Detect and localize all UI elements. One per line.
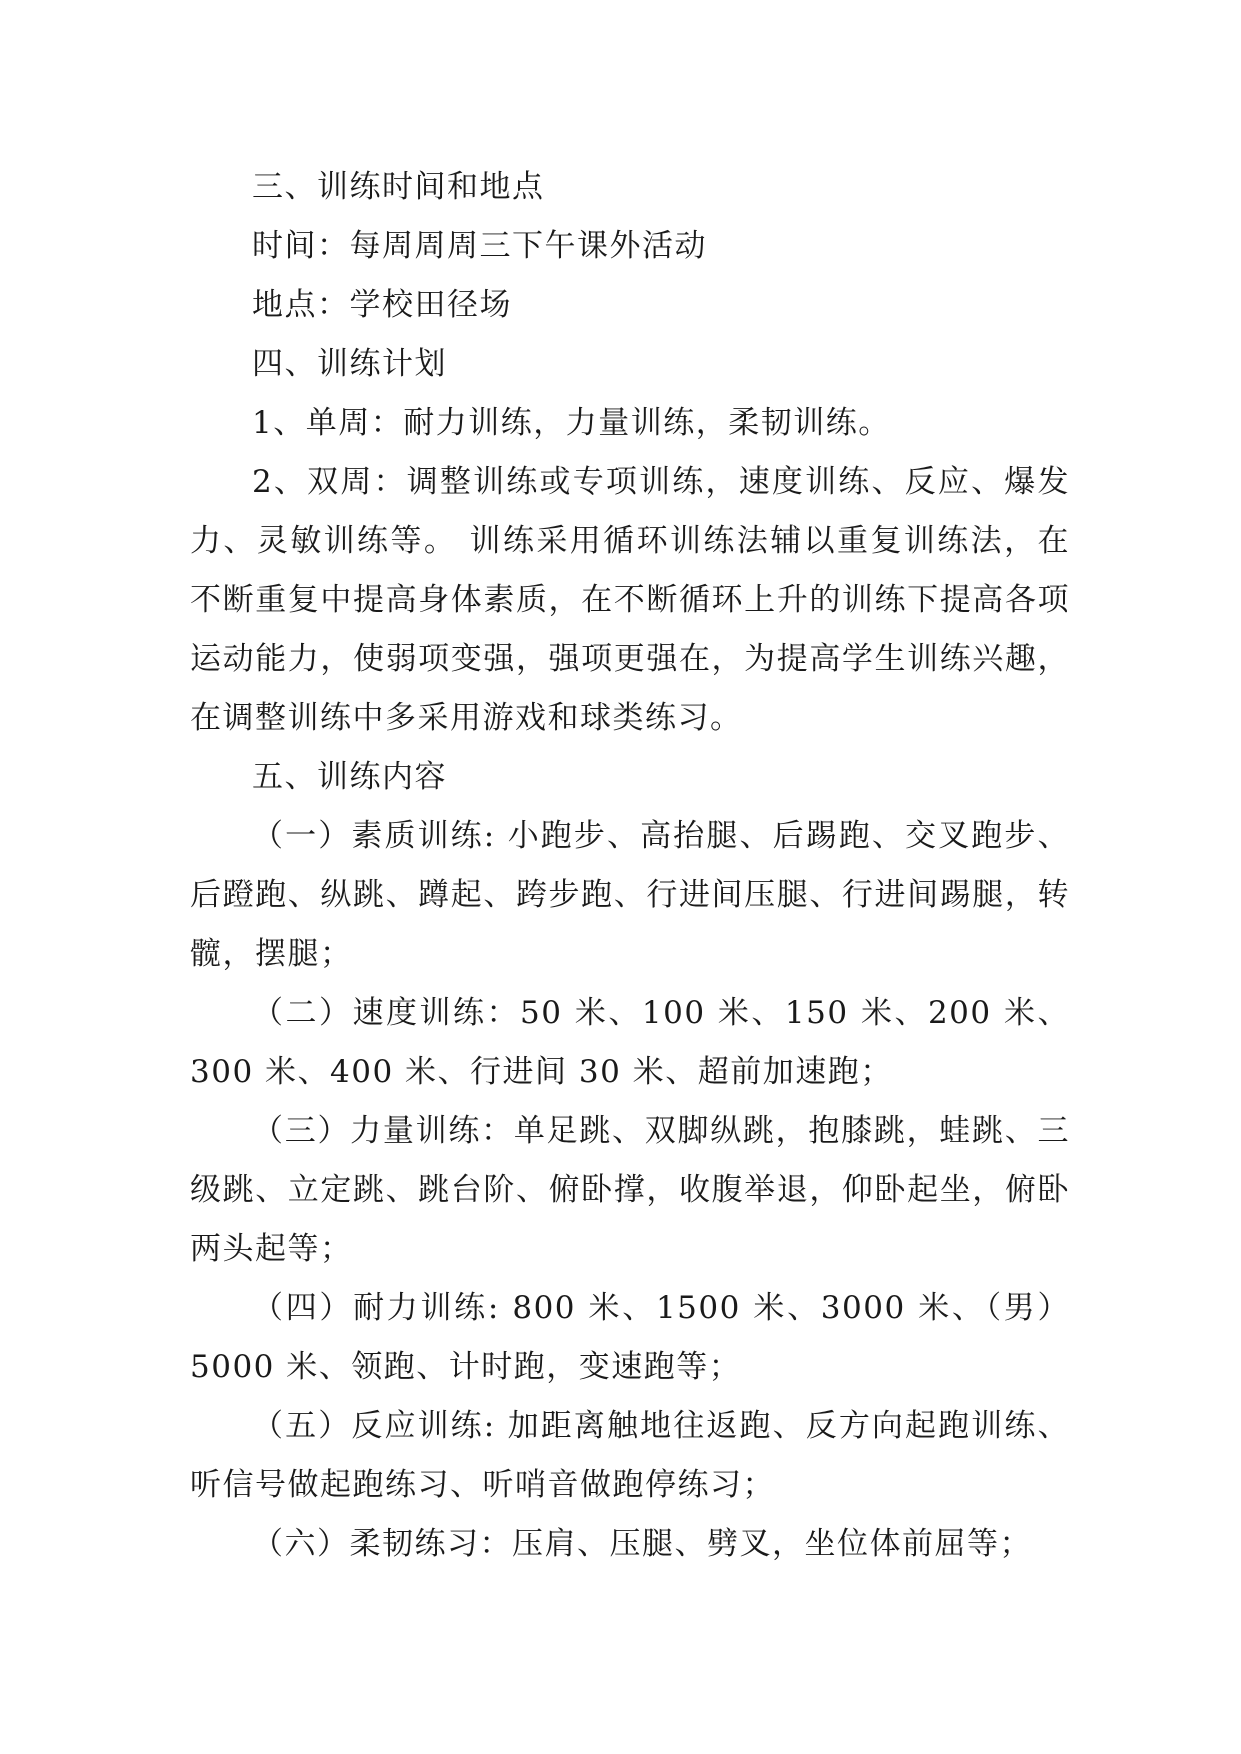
paragraph-flexibility-training: （六）柔韧练习：压肩、压腿、劈叉，坐位体前屈等；: [252, 1526, 1032, 1562]
paragraph-time: 时间：每周周周三下午课外活动: [252, 228, 707, 264]
section-heading-training-time-place: 三、训练时间和地点: [252, 169, 545, 205]
paragraph-single-week: 1、单周：耐力训练，力量训练，柔韧训练。: [252, 405, 891, 441]
paragraph-speed-training: （二）速度训练：50 米、100 米、150 米、200 米、300 米、400 米、行进间 30 米、超前加速跑；: [190, 995, 1070, 1090]
paragraph-strength-training: （三）力量训练：单足跳、双脚纵跳，抱膝跳，蛙跳、三级跳、立定跳、跳台阶、俯卧撑，收腹举退，仰卧起坐，俯卧两头起等；: [190, 1113, 1070, 1267]
document-body: [190, 158, 1070, 1574]
paragraph-quality-training: （一）素质训练: 小跑步、高抬腿、后踢跑、交叉跑步、后蹬跑、纵跳、蹲起、跨步跑、行进间压腿、行进间踢腿，转髋，摆腿；: [190, 818, 1070, 972]
paragraph-location: 地点：学校田径场: [252, 287, 512, 323]
section-heading-training-content: 五、训练内容: [252, 759, 447, 795]
paragraph-double-week: 2、双周：调整训练或专项训练，速度训练、反应、爆发力、灵敏训练等。 训练采用循环训练法辅以重复训练法，在不断重复中提高身体素质，在不断循环上升的训练下提高各项运动能力，使弱项变强，强项更强在，为提高学生训练兴趣，在调整训练中多采用游戏和球类练习。: [190, 464, 1070, 736]
paragraph-endurance-training: （四）耐力训练: 800 米、1500 米、3000 米、（男）5000 米、领跑、计时跑，变速跑等；: [190, 1290, 1070, 1385]
paragraph-reaction-training: （五）反应训练: 加距离触地往返跑、反方向起跑训练、听信号做起跑练习、听哨音做跑停练习；: [190, 1408, 1070, 1503]
section-heading-training-plan: 四、训练计划: [252, 346, 447, 382]
